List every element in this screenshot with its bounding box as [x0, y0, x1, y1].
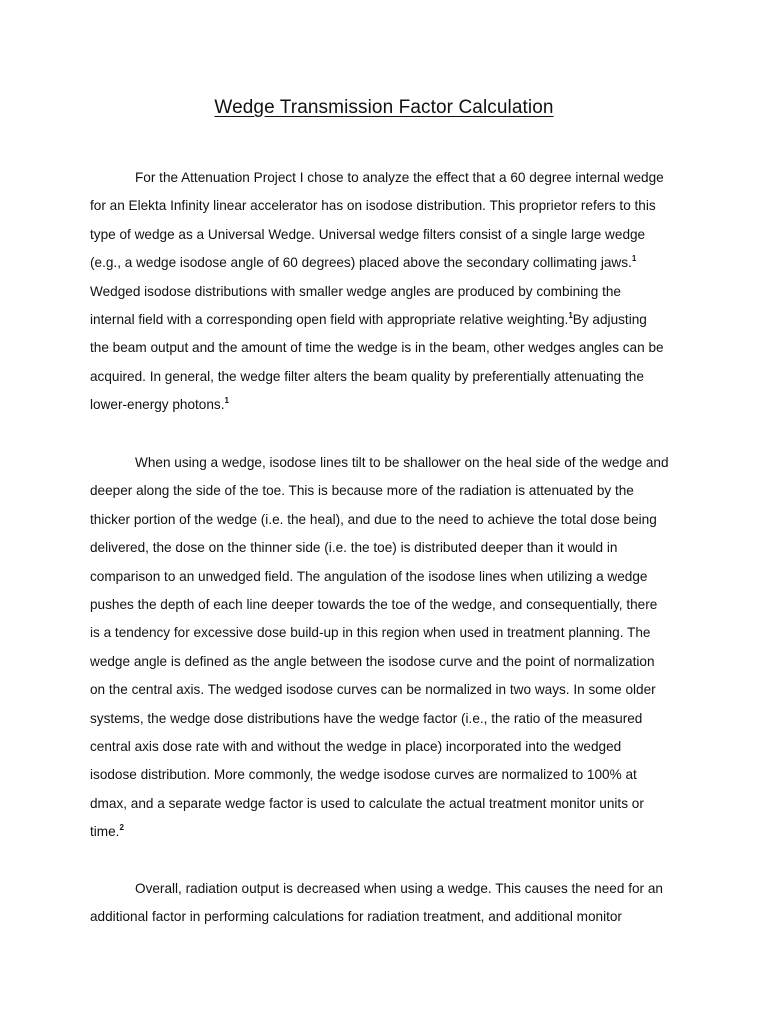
citation-superscript: 1: [631, 254, 637, 264]
text-line: For the Attenuation Project I chose to analyze the effect that a 60 degree internal wedge: [135, 170, 664, 185]
text-line: delivered, the dose on the thinner side (i.e. the toe) is distributed deeper than it would in: [90, 540, 618, 556]
citation-superscript: 2: [119, 823, 124, 833]
text-line: type of wedge as a Universal Wedge. Universal wedge filters consist of a single large wedge: [90, 226, 646, 242]
text-line-tail: By adjusting: [572, 312, 647, 328]
text-line: isodose distribution. More commonly, the wedge isodose curves are normalized to 100% at: [90, 767, 637, 783]
text-line: [90, 391, 690, 419]
text-line-content: (e.g., a wedge isodose angle of 60 degrees) placed above the secondary collimating jaws.: [90, 255, 632, 271]
text-line: pushes the depth of each line deeper towards the toe of the wedge, and consequentially, there: [90, 597, 658, 613]
text-line-content: lower-energy photons.: [90, 397, 225, 413]
text-line: acquired. In general, the wedge filter alters the beam quality by preferentially attenuating the: [90, 368, 644, 384]
text-line: for an Elekta Infinity linear accelerator has on isodose distribution. This proprietor refers to this: [90, 198, 656, 214]
paragraph-2: [90, 449, 690, 847]
text-line: dmax, and a separate wedge factor is used to calculate the actual treatment monitor units or: [90, 795, 644, 811]
text-line: thicker portion of the wedge (i.e. the heal), and due to the need to achieve the total dose being: [90, 511, 657, 527]
text-line: [90, 306, 690, 334]
paragraph-1: [90, 164, 690, 420]
text-line: comparison to an unwedged field. The angulation of the isodose lines when utilizing a wedge: [90, 568, 648, 584]
text-line: wedge angle is defined as the angle between the isodose curve and the point of normalization: [90, 653, 655, 669]
text-line: Overall, radiation output is decreased when using a wedge. This causes the need for an: [135, 881, 663, 896]
text-line: additional factor in performing calculations for radiation treatment, and additional monitor: [90, 909, 622, 925]
text-line: Wedged isodose distributions with smaller wedge angles are produced by combining the: [90, 283, 621, 299]
text-line: systems, the wedge dose distributions have the wedge factor (i.e., the ratio of the measured: [90, 710, 643, 726]
text-line: deeper along the side of the toe. This is because more of the radiation is attenuated by the: [90, 483, 634, 499]
text-line: [90, 249, 690, 277]
citation-superscript: 1: [568, 311, 573, 321]
text-line-content: internal field with a corresponding open field with appropriate relative weighting.: [90, 312, 569, 328]
paragraph-3: [90, 875, 690, 932]
text-line: on the central axis. The wedged isodose curves can be normalized in two ways. In some older: [90, 682, 656, 698]
text-line: When using a wedge, isodose lines tilt to be shallower on the heal side of the wedge and: [135, 455, 669, 470]
text-line: [90, 818, 690, 846]
citation-superscript: 1: [224, 396, 229, 406]
text-line-content: time.: [90, 824, 120, 840]
text-line: central axis dose rate with and without the wedge in place) incorporated into the wedged: [90, 739, 622, 755]
document-title: Wedge Transmission Factor Calculation: [214, 97, 554, 118]
text-line: is a tendency for excessive dose build-up in this region when used in treatment planning. The: [90, 625, 651, 641]
text-line: the beam output and the amount of time the wedge is in the beam, other wedges angles can be: [90, 340, 664, 356]
